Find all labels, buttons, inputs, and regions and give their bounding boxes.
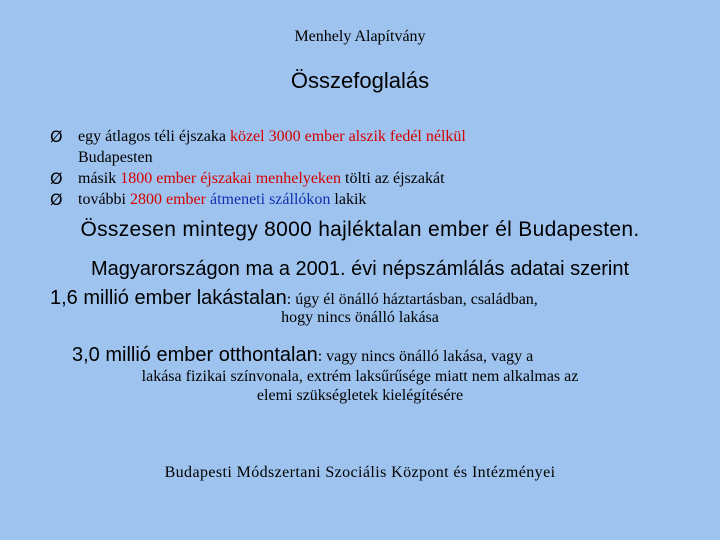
- arrow-bullet-icon: Ø: [50, 127, 63, 146]
- homeless-estimate-figure: 1,6 millió ember lakástalan: [50, 287, 287, 309]
- bullet-item-1: [50, 126, 466, 168]
- page-title: Összefoglalás: [290, 68, 430, 93]
- homeless-estimate-text: : úgy él önálló háztartásban, családban,: [286, 291, 538, 308]
- homeless-dwelling: [72, 344, 533, 367]
- homeless-dwelling-continuation: [0, 367, 720, 405]
- homeless-estimate-continuation: hogy nincs önálló lakása: [281, 309, 439, 326]
- bullet-text: egy átlagos téli éjszaka: [78, 128, 230, 145]
- footer-source: Budapesti Módszertani Szociális Központ és Intézményei: [164, 464, 556, 481]
- organization-name: Menhely Alapítvány: [294, 28, 426, 45]
- highlight-text: 2800 ember: [130, 191, 206, 208]
- bullet-text: lakik: [330, 191, 367, 208]
- highlight-text-blue: átmeneti szállókon: [205, 191, 331, 208]
- continuation-line: lakása fizikai színvonala, extrém laksűrűsége miatt nem alkalmas az: [141, 368, 579, 385]
- homeless-dwelling-figure: 3,0 millió ember otthontalan: [72, 344, 318, 366]
- census-heading: Magyarországon ma a 2001. évi népszámlálás adatai szerint: [90, 258, 630, 280]
- bullet-text: további: [78, 191, 130, 208]
- arrow-bullet-icon: Ø: [50, 190, 63, 209]
- bullet-item-3: [50, 189, 466, 210]
- bullet-continuation: Budapesten: [78, 149, 153, 166]
- bullet-text: tölti az éjszakát: [341, 170, 445, 187]
- highlight-text: közel 3000 ember alszik fedél nélkül: [229, 128, 466, 145]
- bullet-text: másik: [78, 170, 121, 187]
- homeless-estimate: [50, 287, 538, 310]
- highlight-text: 1800 ember éjszakai menhelyeken: [120, 170, 342, 187]
- arrow-bullet-icon: Ø: [50, 169, 63, 188]
- continuation-line: elemi szükségletek kielégítésére: [256, 387, 464, 404]
- total-summary: Összesen mintegy 8000 hajléktalan ember él Budapesten.: [80, 218, 640, 241]
- bullet-list: [50, 126, 466, 210]
- homeless-dwelling-text: : vagy nincs önálló lakása, vagy a: [317, 348, 534, 365]
- bullet-item-2: [50, 168, 466, 189]
